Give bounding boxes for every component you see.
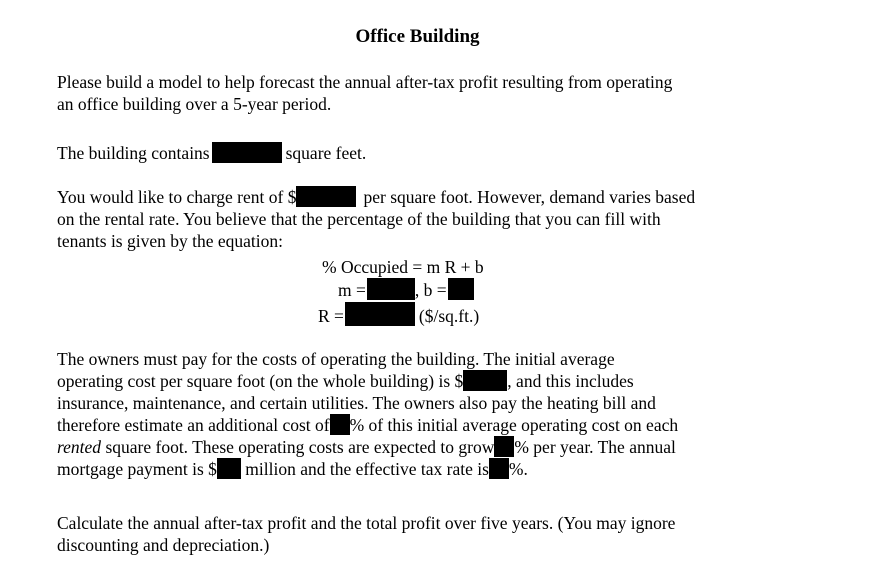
intro-paragraph: [57, 71, 817, 115]
costs-line-6-after: %.: [508, 459, 528, 479]
closing-line-2: discounting and depreciation.): [57, 535, 270, 555]
building-size-text-before: The building contains: [57, 143, 210, 163]
rent-text-after: per square foot. However, demand varies based: [363, 187, 696, 207]
equation-r-unit: ($/sq.ft.): [418, 306, 480, 326]
equation-rate: [318, 302, 479, 327]
redacted-b-value: [448, 278, 474, 300]
costs-line-4-before: therefore estimate an additional cost of: [57, 415, 330, 435]
document-title: Office Building: [355, 26, 480, 47]
equation-b-label: , b =: [414, 280, 447, 300]
intro-line-1: Please build a model to help forecast the annual after-tax profit resulting from operating: [57, 72, 673, 92]
costs-line-5: [57, 436, 817, 458]
redacted-additional-cost-percent: [330, 414, 350, 435]
redacted-operating-cost: [463, 370, 507, 391]
rented-italic: rented: [57, 437, 102, 457]
costs-line-6: [57, 458, 817, 480]
redacted-growth-percent: [494, 436, 514, 457]
rent-text-before: You would like to charge rent of $: [57, 187, 297, 207]
costs-paragraph: [57, 348, 817, 480]
costs-line-6-before: mortgage payment is $: [57, 459, 217, 479]
costs-line-4-after: % of this initial average operating cost on each: [349, 415, 679, 435]
closing-paragraph: [57, 512, 817, 556]
rent-line-1: [57, 186, 817, 208]
costs-line-5-mid: square foot. These operating costs are expected to grow: [101, 437, 495, 457]
costs-line-2: [57, 370, 817, 392]
equation-r-label: R =: [318, 306, 344, 326]
rent-line-2: on the rental rate. You believe that the percentage of the building that you can fill with: [57, 209, 661, 229]
redacted-m-value: [367, 278, 415, 300]
costs-line-6-mid: million and the effective tax rate is: [240, 459, 489, 479]
closing-line-1: Calculate the annual after-tax profit and the total profit over five years. (You may ignore: [57, 513, 676, 533]
redacted-tax-rate: [489, 458, 509, 479]
costs-line-3: insurance, maintenance, and certain utilities. The owners also pay the heating bill and: [57, 393, 656, 413]
equation-parameters: [338, 278, 474, 301]
building-size-paragraph: [57, 142, 817, 164]
costs-line-5-after: % per year. The annual: [514, 437, 676, 457]
redacted-r-value: [345, 302, 415, 326]
costs-line-4: [57, 414, 817, 436]
costs-line-1: The owners must pay for the costs of operating the building. The initial average: [57, 349, 615, 369]
redacted-rent-rate: [296, 186, 356, 207]
building-size-line: [57, 142, 817, 164]
redacted-mortgage-payment: [217, 458, 241, 479]
building-size-text-after: square feet.: [285, 143, 367, 163]
costs-line-2-before: operating cost per square foot (on the whole building) is $: [57, 371, 464, 391]
equation-occupied: % Occupied = m R + b: [322, 257, 484, 277]
redacted-square-feet: [212, 142, 282, 163]
rent-paragraph: [57, 186, 817, 252]
intro-line-2: an office building over a 5-year period.: [57, 94, 332, 114]
rent-line-3: tenants is given by the equation:: [57, 231, 283, 251]
costs-line-2-after: , and this includes: [507, 371, 634, 391]
equation-m-label: m =: [338, 280, 366, 300]
